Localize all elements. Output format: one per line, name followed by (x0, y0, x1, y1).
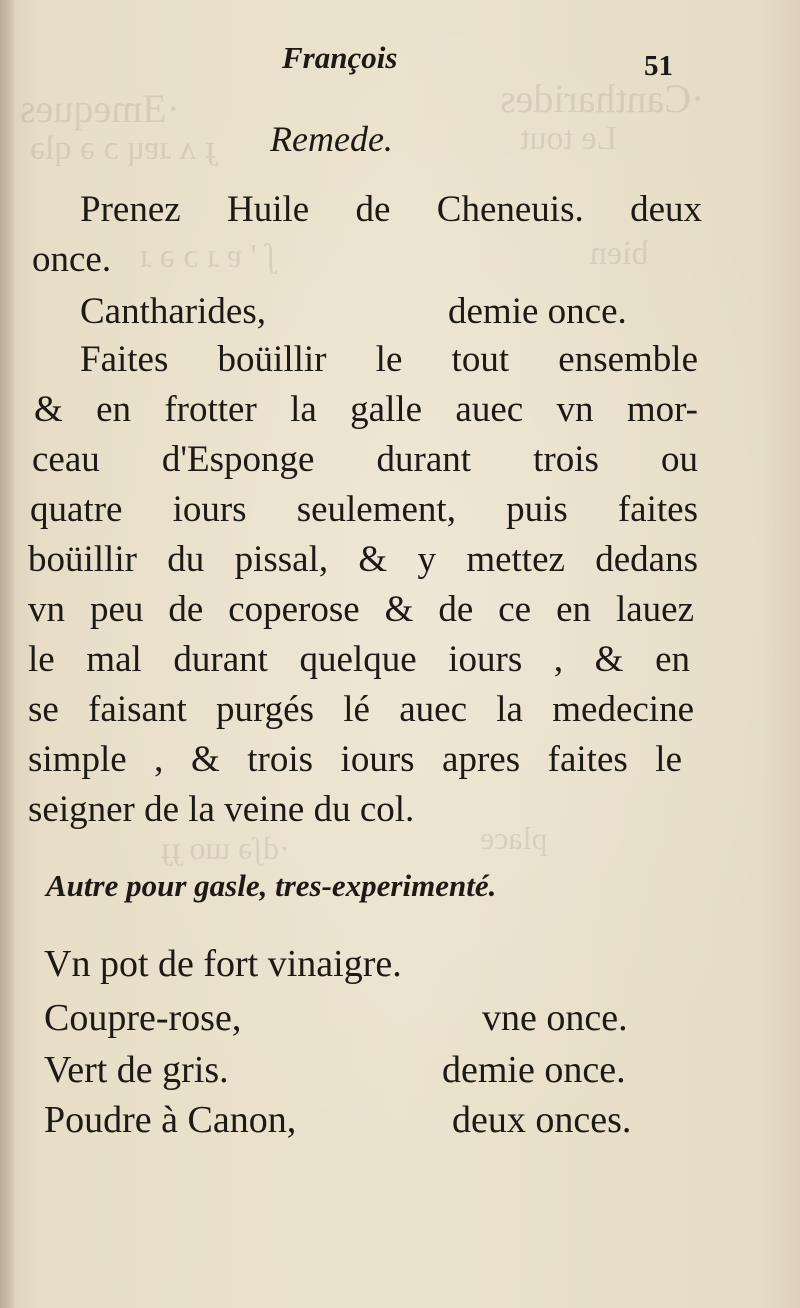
ingredient-line: once. (32, 239, 112, 280)
paragraph-line: ceau d'Esponge durant trois ou (32, 439, 698, 480)
ingredient-line: Cantharides, (80, 291, 266, 332)
bleed-through-text: ɟ ʌ ɹɐɥ ɔ ǝ qlǝ (30, 130, 216, 167)
recipe-quantity: deux onces. (452, 1099, 632, 1141)
section-heading: Remede. (270, 119, 393, 159)
paragraph-line: quatre iours seulement, puis faites (30, 489, 698, 530)
recipe-quantity: vne once. (482, 997, 628, 1039)
bleed-through-text: ʃ ' ɐ ɹ ɔ ǝ ɹ (140, 238, 277, 275)
paragraph-line: vn peu de coperose & de ce en lauez (28, 589, 694, 630)
recipe-line: Vert de gris. (44, 1049, 229, 1091)
recipe-line: Vn pot de fort vinaigre. (44, 943, 402, 985)
running-head: François (282, 40, 398, 75)
bleed-through-text: ·Ǝmeques (20, 86, 180, 131)
page-gutter (0, 0, 14, 1308)
paragraph-line: Faites boüillir le tout ensemble (80, 339, 698, 380)
bleed-through-text: ·Cantharides (500, 76, 705, 121)
ingredient-quantity: demie once. (448, 291, 627, 332)
recipe-quantity: demie once. (442, 1049, 626, 1091)
bleed-through-text: bien (590, 235, 649, 272)
ingredient-line: Prenez Huile de Cheneuis. deux (80, 189, 702, 230)
paragraph-line: se faisant purgés lé auec la medecine (28, 689, 694, 730)
subheading: Autre pour gasle, tres-experimenté. (46, 868, 497, 903)
paragraph-line: simple , & trois iours apres faites le (28, 739, 682, 780)
paragraph-line: seigner de la veine du col. (28, 789, 415, 830)
recipe-line: Coupre-rose, (44, 997, 242, 1039)
bleed-through-text: place (480, 820, 548, 856)
bleed-through-text: Le tout (520, 120, 618, 157)
page-number: 51 (644, 50, 673, 82)
paragraph-line: boüillir du pissal, & y mettez dedans (28, 539, 698, 580)
paragraph-line: le mal durant quelque iours , & en (28, 639, 690, 680)
recipe-line: Poudre à Canon, (44, 1099, 297, 1141)
bleed-through-text: ·dʃǝ ɯo ɟɟ (160, 830, 290, 866)
paragraph-line: & en frotter la galle auec vn mor- (34, 389, 698, 430)
